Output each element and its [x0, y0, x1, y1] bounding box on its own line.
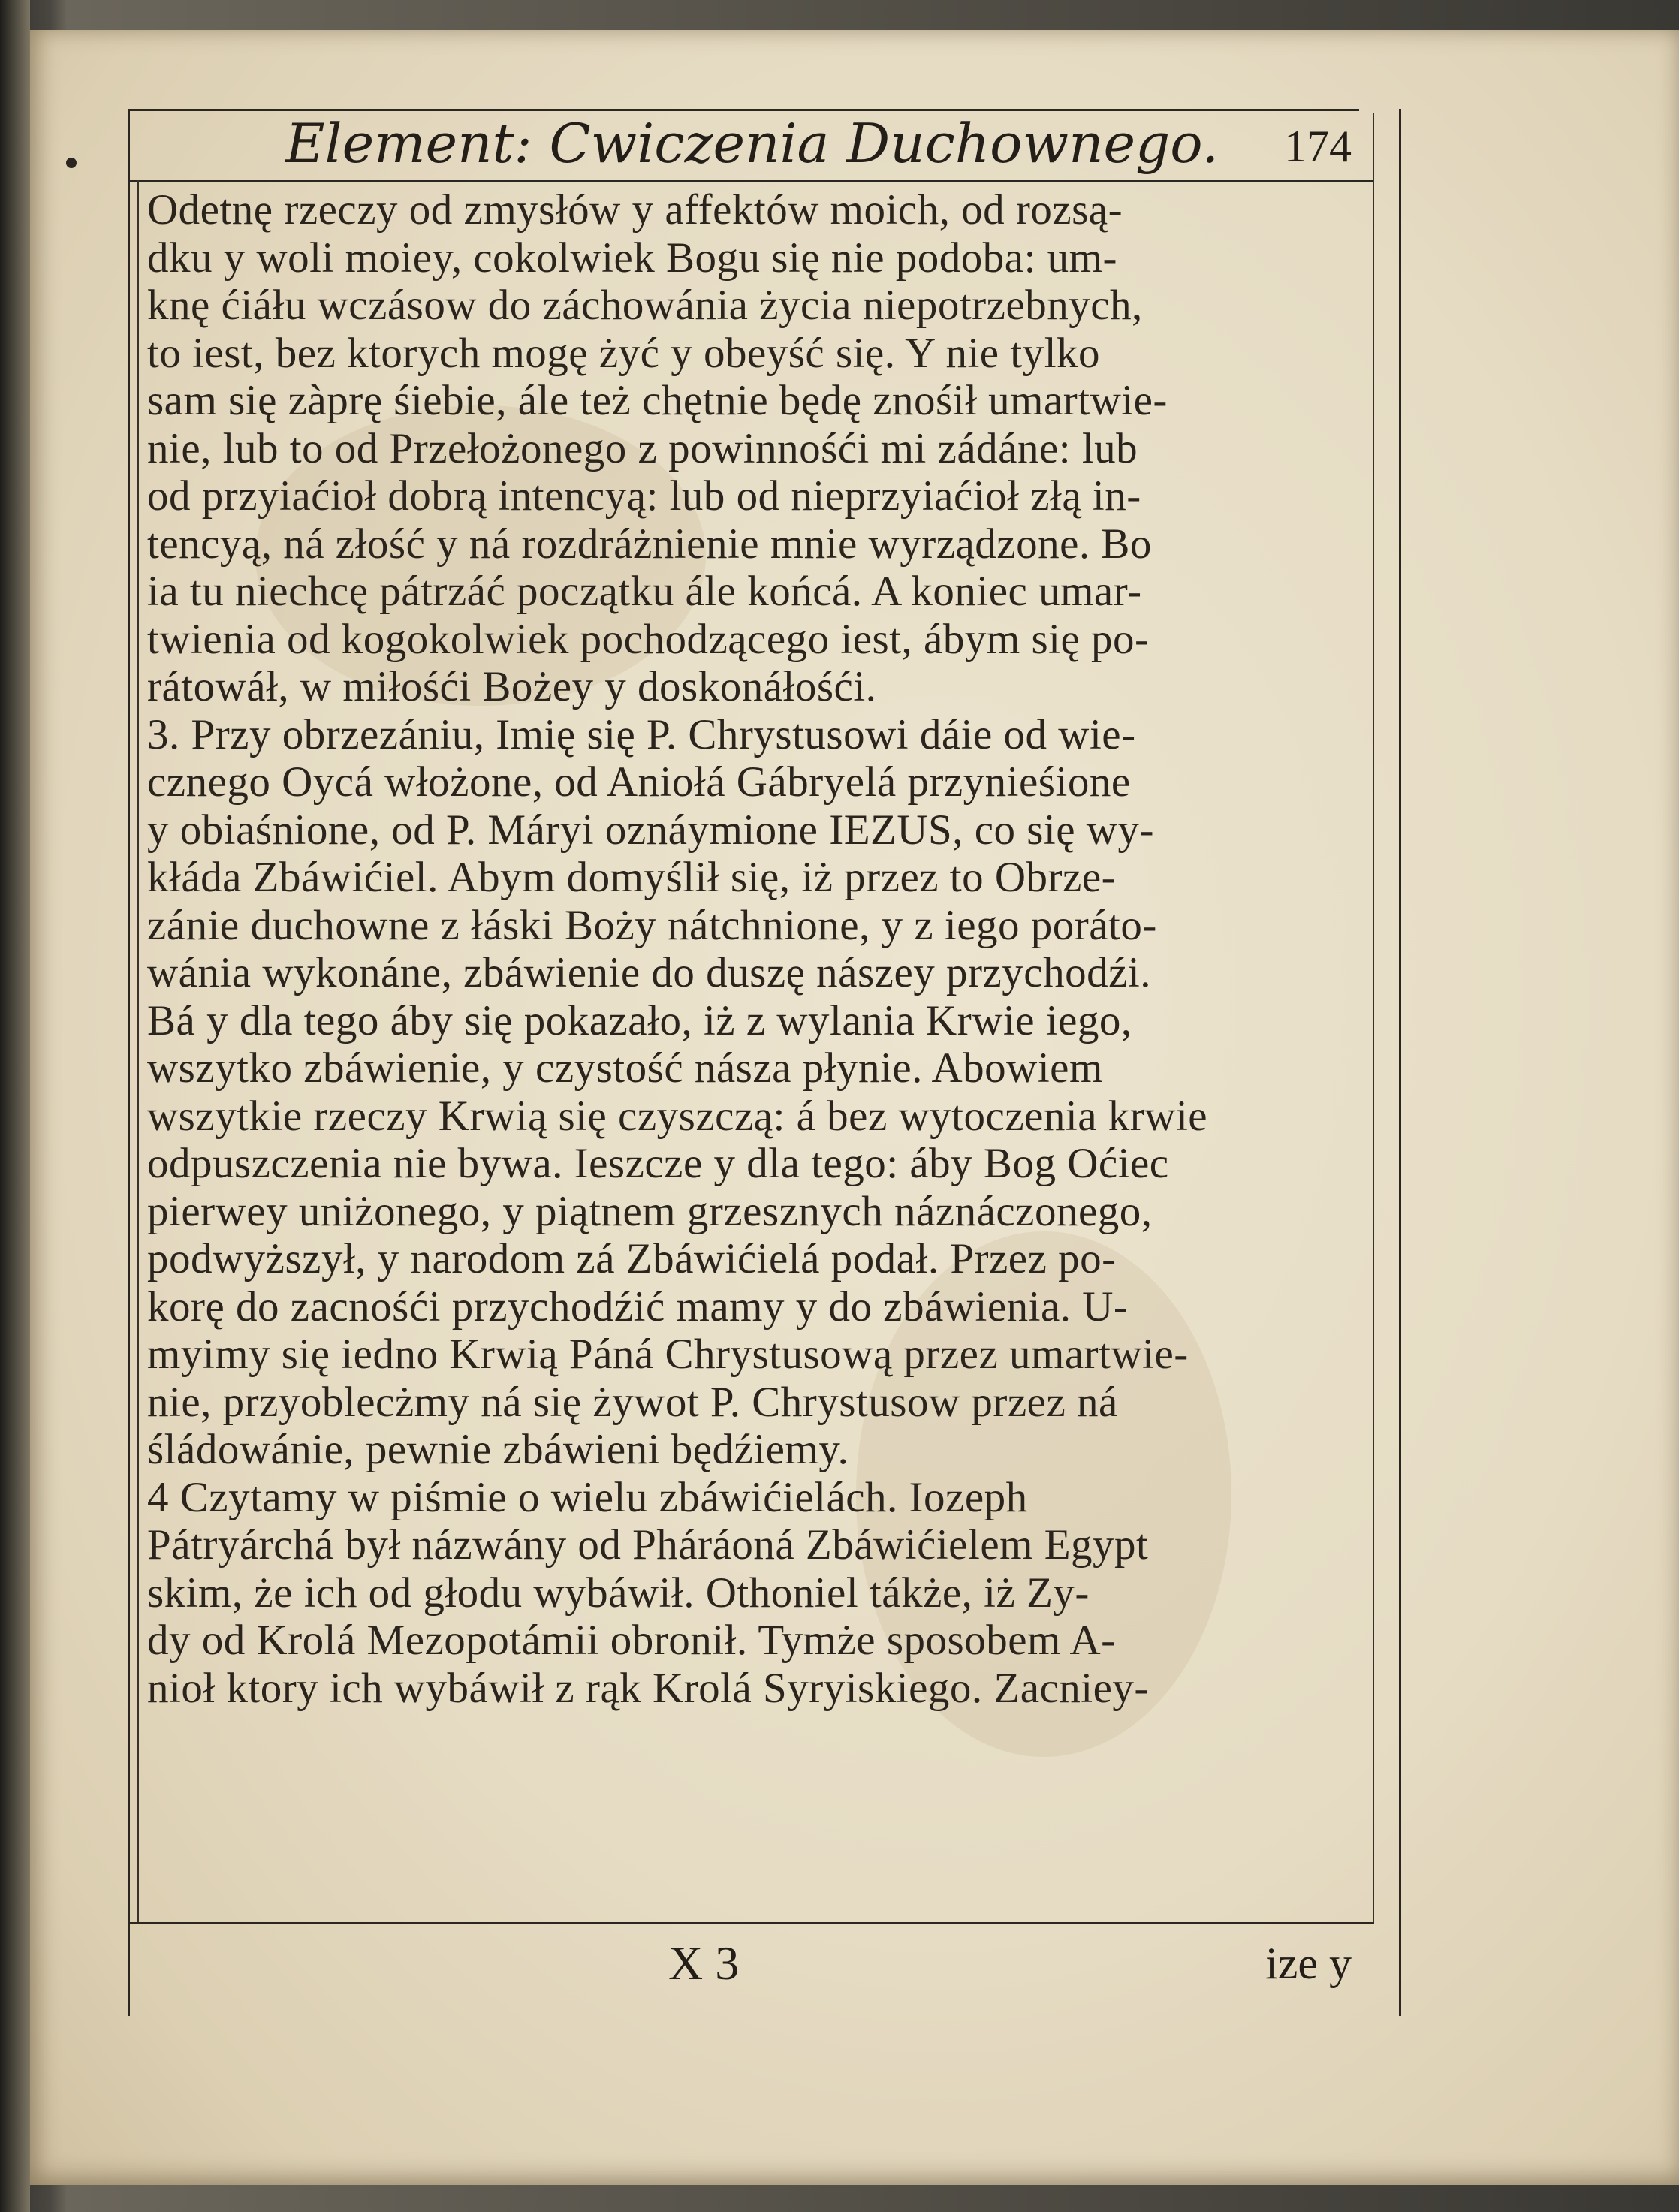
text-line: zánie duchowne z łáski Boży nátchnione, y z iego poráto- — [147, 901, 1157, 949]
text-line: 3. Przy obrzezániu, Imię się P. Chrystusowi dáie od wie- — [147, 710, 1136, 758]
text-line: nie, lub to od Przełożonego z powinnośći mi zádáne: lub — [147, 424, 1138, 472]
text-line: od przyiaćioł dobrą intencyą: lub od nieprzyiaćioł złą in- — [147, 472, 1141, 520]
text-line: rátowáł, w miłośći Bożey y doskonáłośći. — [147, 663, 877, 710]
signature-mark: X 3 — [668, 1936, 740, 1990]
body-text — [147, 186, 1371, 1913]
page-number: 174 — [1284, 122, 1352, 171]
header-rule — [128, 180, 1374, 182]
text-line: to iest, bez ktorych mogę żyć y obeyść się. Y nie tylko — [147, 329, 1101, 377]
text-line: pierwey uniżonego, y piątnem grzesznych náznáczonego, — [147, 1187, 1153, 1235]
text-line: knę ćiáłu wczásow do záchowánia życia niepotrzebnych, — [147, 282, 1143, 329]
text-line: śládowánie, pewnie zbáwieni będźiemy. — [147, 1426, 849, 1473]
text-line: Bá y dla tego áby się pokazało, iż z wylania Krwie iego, — [147, 996, 1132, 1044]
text-line: skim, że ich od głodu wybáwił. Othoniel tákże, iż Zy- — [147, 1569, 1090, 1617]
text-line: wszytkie rzeczy Krwią się czyszczą: á bez wytoczenia krwie — [147, 1092, 1208, 1140]
text-line: odpuszczenia nie bywa. Ieszcze y dla tego: áby Bog Oćiec — [147, 1140, 1169, 1187]
text-line: korę do zacnośći przychodźić mamy y do zbáwienia. U- — [147, 1282, 1129, 1331]
text-line: dku y woli moiey, cokolwiek Bogu się nie podoba: um- — [147, 234, 1117, 282]
text-line: podwyższył, y narodom zá Zbáwićielá podał. Przez po- — [147, 1235, 1117, 1282]
text-line: twienia od kogokolwiek pochodzącego iest, ábym się po- — [147, 615, 1150, 663]
running-head: Element: Cwiczenia Duchownego. — [285, 112, 1219, 175]
text-line: 4 Czytamy w piśmie o wielu zbáwićielách. Iozeph — [147, 1473, 1028, 1521]
text-line: nie, przyoblecżmy ná się żywot P. Chrystusow przez ná — [147, 1378, 1118, 1426]
text-line: Pátryárchá był názwány od Pháráoná Zbáwićielem Egypt — [147, 1521, 1149, 1569]
text-line: cznego Oycá włożone, od Aniołá Gábryelá przynieśione — [147, 758, 1131, 806]
text-line: wszytko zbáwienie, y czystość násza płynie. Abowiem — [147, 1044, 1103, 1092]
binding-edge — [0, 0, 30, 2212]
text-line: sam się zàprę śiebie, ále też chętnie będę znośił umartwie- — [147, 377, 1168, 424]
inner-left-rule — [137, 180, 139, 1922]
footer-rule — [128, 1922, 1374, 1924]
catchword: ize y — [1265, 1939, 1352, 1988]
text-line: dy od Krolá Mezopotámii obronił. Tymże sposobem A- — [147, 1617, 1116, 1664]
margin-dot — [66, 158, 77, 168]
text-line: tencyą, ná złość y ná rozdráżnienie mnie wyrządzone. Bo — [147, 520, 1152, 568]
text-line: Odetnę rzeczy od zmysłów y affektów moich, od rozsą- — [147, 186, 1123, 234]
inner-right-rule — [1373, 113, 1374, 1922]
text-line: nioł ktory ich wybáwił z rąk Krolá Syryiskiego. Zacniey- — [147, 1664, 1149, 1712]
text-line: y obiaśnione, od P. Máryi oznáymione IEZUS, co się wy- — [147, 806, 1154, 854]
text-line: myimy się iedno Krwią Páná Chrystusową przez umartwie- — [147, 1331, 1189, 1378]
text-line: wánia wykonáne, zbáwienie do duszę nászey przychodźi. — [147, 949, 1151, 996]
text-line: ia tu niechcę pátrzáć początku ále końcá. A koniec umar- — [147, 568, 1142, 615]
text-line: kłáda Zbáwićiel. Abym domyślił się, iż przez to Obrze- — [147, 854, 1117, 901]
